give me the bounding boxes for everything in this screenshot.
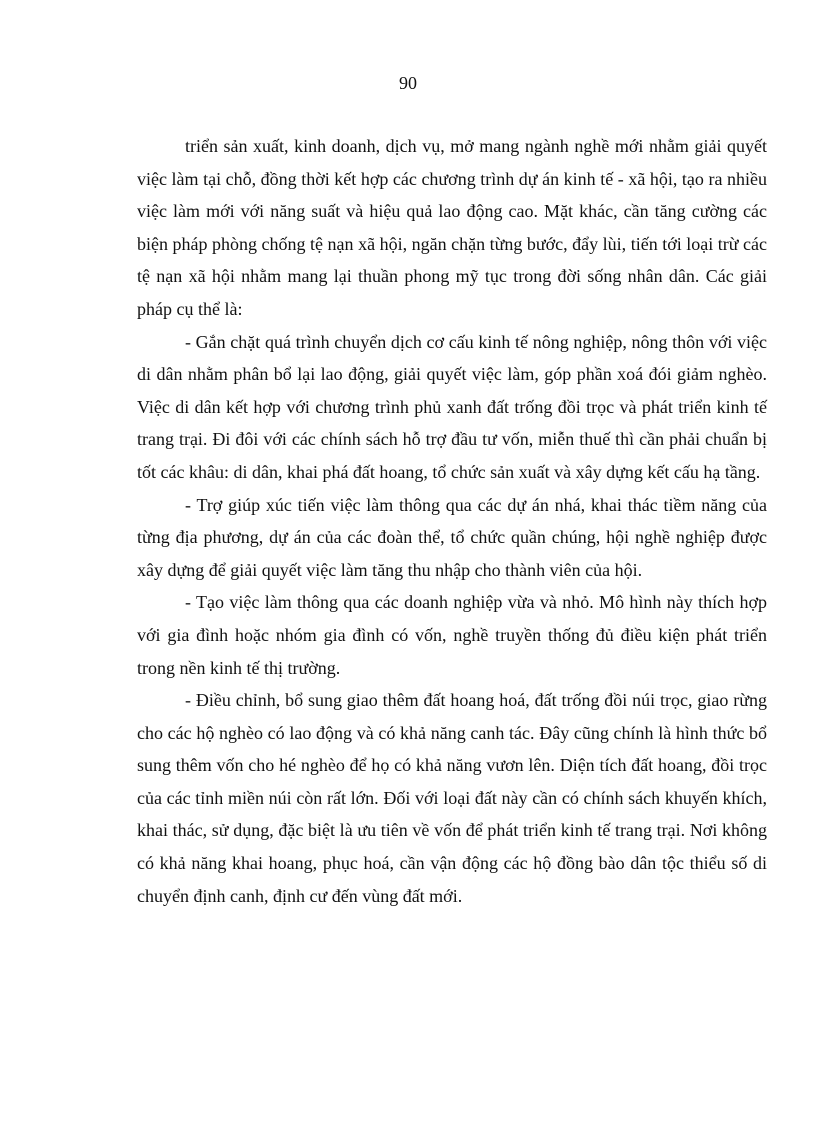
paragraph-intro-continuation: triển sản xuất, kinh doanh, dịch vụ, mở mang ngành nghề mới nhằm giải quyết việc làm tại chỗ, đồng thời kết hợp các chương trình dự án kinh tế - xã hội, tạo ra nhiều việc làm mới với năng suất và hiệu quả lao động cao. Mặt khác, cần tăng cường các biện pháp phòng chống tệ nạn xã hội, ngăn chặn từng bước, đẩy lùi, tiến tới loại trừ các tệ nạn xã hội nhằm mang lại thuần phong mỹ tục trong đời sống nhân dân. Các giải pháp cụ thể là:: [137, 136, 767, 319]
document-body: [137, 130, 767, 912]
page-number: 90: [399, 73, 417, 93]
paragraph-solution-land-allocation: - Điều chỉnh, bổ sung giao thêm đất hoang hoá, đất trống đồi núi trọc, giao rừng cho các hộ nghèo có lao động và có khả năng canh tác. Đây cũng chính là hình thức bổ sung thêm vốn cho hé nghèo để họ có khả năng vươn lên. Diện tích đất hoang, đồi trọc của các tỉnh miền núi còn rất lớn. Đối với loại đất này cần có chính sách khuyến khích, khai thác, sử dụng, đặc biệt là ưu tiên về vốn để phát triển kinh tế trang trại. Nơi không có khả năng khai hoang, phục hoá, cần vận động các hộ đồng bào dân tộc thiểu số di chuyển định canh, định cư đến vùng đất mới.: [137, 690, 767, 906]
paragraph-solution-small-business: - Tạo việc làm thông qua các doanh nghiệp vừa và nhỏ. Mô hình này thích hợp với gia đình hoặc nhóm gia đình có vốn, nghề truyền thống đủ điều kiện phát triển trong nền kinh tế thị trường.: [137, 592, 767, 678]
paragraph-solution-employment-projects: - Trợ giúp xúc tiến việc làm thông qua các dự án nhá, khai thác tiềm năng của từng địa phương, dự án của các đoàn thể, tổ chức quần chúng, hội nghề nghiệp được xây dựng để giải quyết việc làm tăng thu nhập cho thành viên của hội.: [137, 494, 767, 580]
paragraph-solution-migration: - Gắn chặt quá trình chuyển dịch cơ cấu kinh tế nông nghiệp, nông thôn với việc di dân nhằm phân bổ lại lao động, giải quyết việc làm, góp phần xoá đói giảm nghèo. Việc di dân kết hợp với chương trình phủ xanh đất trống đồi trọc và phát triển kinh tế trang trại. Đi đôi với các chính sách hỗ trợ đầu tư vốn, miễn thuế thì cần phải chuẩn bị tốt các khâu: di dân, khai phá đất hoang, tổ chức sản xuất và xây dựng kết cấu hạ tầng.: [137, 331, 767, 482]
